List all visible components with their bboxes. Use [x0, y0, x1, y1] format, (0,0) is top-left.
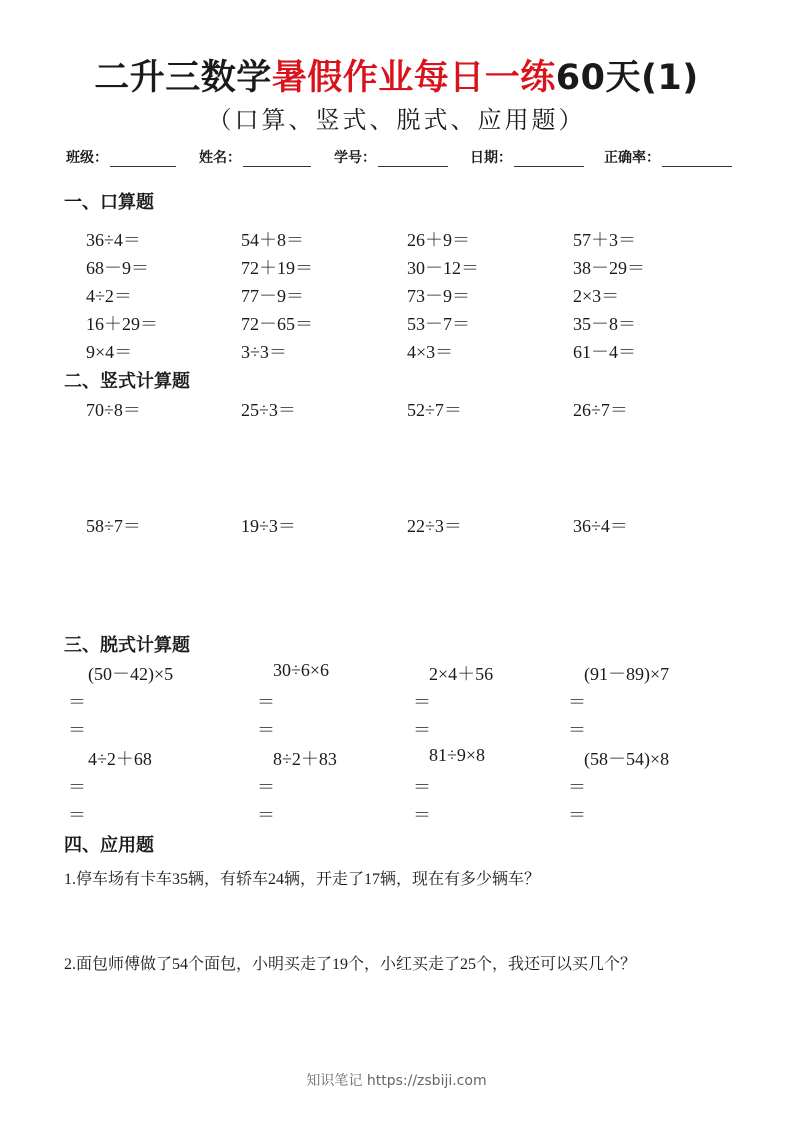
oral-problem: 35－8＝ [573, 314, 636, 334]
oral-problem: 26＋9＝ [407, 230, 470, 250]
stepwise-problem: 4÷2＋68 [88, 749, 152, 769]
stepwise-problem: 2×4＋56 [429, 664, 494, 684]
accuracy-field[interactable] [604, 147, 732, 167]
stepwise-problem: (58－54)×8 [584, 749, 670, 769]
equals-sign: ＝ [568, 692, 586, 712]
oral-problem: 72＋19＝ [241, 258, 313, 278]
equals-sign: ＝ [257, 777, 275, 797]
student-number-field[interactable] [334, 147, 448, 167]
title-suffix: 60天(1) [555, 58, 699, 98]
stepwise-problem: 81÷9×8 [429, 745, 486, 765]
name-field[interactable] [199, 147, 311, 167]
oral-problem: 77－9＝ [241, 286, 304, 306]
equals-sign: ＝ [257, 720, 275, 740]
equals-sign: ＝ [413, 777, 431, 797]
oral-problem: 4÷2＝ [86, 286, 132, 306]
equals-sign: ＝ [68, 777, 86, 797]
student-number-blank[interactable] [378, 150, 448, 167]
title-prefix: 二升三数学 [94, 58, 272, 98]
class-blank[interactable] [110, 150, 176, 167]
name-blank[interactable] [243, 150, 311, 167]
equals-sign: ＝ [568, 805, 586, 825]
vertical-problem: 26÷7＝ [573, 400, 628, 420]
word-problem-2: 2.面包师傅做了54个面包，小明买走了19个，小红买走了25个，我还可以买几个？ [64, 956, 637, 973]
word-problem-1: 1.停车场有卡车35辆，有轿车24辆，开走了17辆，现在有多少辆车？ [64, 871, 541, 888]
worksheet-subtitle: （口算、竖式、脱式、应用题） [207, 108, 586, 134]
footer-watermark: 知识笔记 https://zsbiji.com [306, 1073, 487, 1089]
class-field[interactable] [66, 147, 176, 167]
name-label: 姓名： [199, 150, 241, 166]
oral-problem: 16＋29＝ [86, 314, 158, 334]
date-field[interactable] [470, 147, 584, 167]
equals-sign: ＝ [413, 720, 431, 740]
stepwise-problem: (50－42)×5 [88, 664, 174, 684]
equals-sign: ＝ [568, 720, 586, 740]
oral-problem: 54＋8＝ [241, 230, 304, 250]
equals-sign: ＝ [413, 805, 431, 825]
vertical-problem: 70÷8＝ [86, 400, 141, 420]
equals-sign: ＝ [257, 805, 275, 825]
section-title-oral: 一、口算题 [64, 192, 154, 213]
stepwise-problem: 30÷6×6 [273, 660, 330, 680]
accuracy-blank[interactable] [662, 150, 732, 167]
date-blank[interactable] [514, 150, 584, 167]
oral-problem: 36÷4＝ [86, 230, 141, 250]
equals-sign: ＝ [413, 692, 431, 712]
section-title-word-problems: 四、应用题 [64, 835, 154, 856]
equals-sign: ＝ [68, 692, 86, 712]
oral-problem: 30－12＝ [407, 258, 479, 278]
date-label: 日期： [470, 150, 512, 166]
oral-problem: 9×4＝ [86, 342, 133, 362]
equals-sign: ＝ [68, 720, 86, 740]
vertical-problem: 58÷7＝ [86, 516, 141, 536]
vertical-problem: 52÷7＝ [407, 400, 462, 420]
section-title-vertical: 二、竖式计算题 [64, 371, 190, 392]
student-number-label: 学号： [334, 150, 376, 166]
oral-problem: 68－9＝ [86, 258, 149, 278]
vertical-problem: 25÷3＝ [241, 400, 296, 420]
oral-problem: 3÷3＝ [241, 342, 287, 362]
vertical-problem: 22÷3＝ [407, 516, 462, 536]
title-highlight: 暑假作业每日一练 [271, 58, 556, 98]
worksheet-title [0, 50, 793, 100]
stepwise-problem: (91－89)×7 [584, 664, 670, 684]
oral-problem: 4×3＝ [407, 342, 454, 362]
oral-problem: 73－9＝ [407, 286, 470, 306]
oral-problem: 72－65＝ [241, 314, 313, 334]
oral-problem: 38－29＝ [573, 258, 645, 278]
equals-sign: ＝ [257, 692, 275, 712]
vertical-problem: 36÷4＝ [573, 516, 628, 536]
oral-problem: 61－4＝ [573, 342, 636, 362]
stepwise-problem: 8÷2＋83 [273, 749, 337, 769]
section-title-stepwise: 三、脱式计算题 [64, 635, 190, 656]
class-label: 班级： [66, 150, 108, 166]
student-info-row [66, 147, 746, 173]
accuracy-label: 正确率： [604, 150, 660, 166]
oral-problem: 57＋3＝ [573, 230, 636, 250]
equals-sign: ＝ [568, 777, 586, 797]
oral-problem: 2×3＝ [573, 286, 620, 306]
vertical-problem: 19÷3＝ [241, 516, 296, 536]
equals-sign: ＝ [68, 805, 86, 825]
oral-problem: 53－7＝ [407, 314, 470, 334]
